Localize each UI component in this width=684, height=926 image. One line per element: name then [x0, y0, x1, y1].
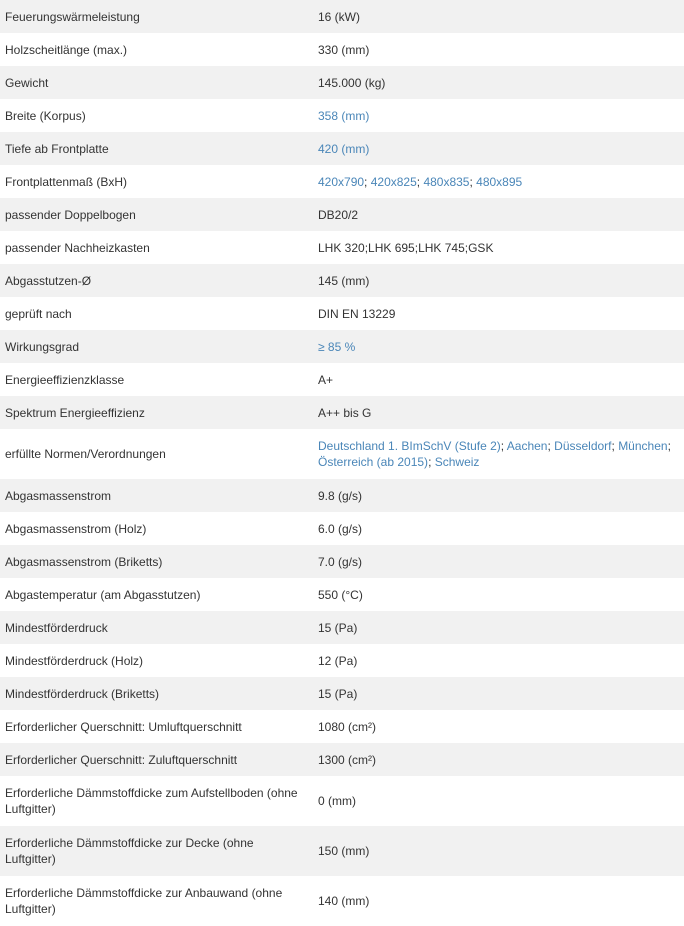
spec-value-link[interactable]	[309, 99, 684, 132]
spec-value-link[interactable]	[309, 132, 684, 165]
spec-row-energieeffizienzklasse	[0, 363, 684, 396]
spec-value-link[interactable]	[309, 330, 684, 363]
separator: ;	[667, 439, 671, 453]
spec-value: 12 (Pa)	[318, 653, 358, 668]
spec-label: Erforderlicher Querschnitt: Umluftquerschnitt	[5, 719, 242, 734]
spec-value: 330 (mm)	[318, 42, 370, 57]
spec-value: 550 (°C)	[318, 587, 363, 602]
spec-row-holzscheitlaenge	[0, 33, 684, 66]
spec-label: Erforderliche Dämmstoffdicke zum Aufstellboden (ohne Luftgitter)	[5, 786, 298, 816]
norm-link-muenchen[interactable]: München	[618, 439, 668, 453]
spec-value: 15 (Pa)	[318, 620, 358, 635]
wirkungsgrad-link[interactable]: ≥ 85 %	[318, 339, 356, 354]
norm-link-aachen[interactable]: Aachen	[506, 439, 548, 453]
spec-value: 16 (kW)	[318, 9, 360, 24]
spec-value: 150 (mm)	[318, 844, 370, 858]
spec-label: passender Nachheizkasten	[5, 240, 150, 255]
tiefe-link[interactable]: 420 (mm)	[318, 141, 370, 156]
spec-label: erfüllte Normen/Verordnungen	[5, 447, 166, 461]
spec-row-zuluftquerschnitt	[0, 743, 684, 776]
spec-label: Erforderliche Dämmstoffdicke zur Anbauwand (ohne Luftgitter)	[5, 886, 283, 916]
separator: ;	[500, 439, 507, 453]
spec-value-links	[309, 165, 684, 198]
spec-row-geprueft-nach	[0, 297, 684, 330]
spec-row-frontplattenmass	[0, 165, 684, 198]
frontplatte-link-420x825[interactable]: 420x825	[370, 174, 417, 189]
spec-value: 15 (Pa)	[318, 686, 358, 701]
spec-value: 145 (mm)	[318, 273, 370, 288]
norm-link-deutschland[interactable]: Deutschland 1. BImSchV (Stufe 2)	[318, 439, 501, 453]
spec-label: Mindestförderdruck (Briketts)	[5, 686, 160, 701]
spec-row-mindestfoerderdruck-briketts	[0, 677, 684, 710]
spec-value-links	[309, 429, 684, 479]
separator: ;	[469, 174, 477, 189]
spec-label: Tiefe ab Frontplatte	[5, 141, 109, 156]
spec-row-umluftquerschnitt	[0, 710, 684, 743]
spec-label: Mindestförderdruck (Holz)	[5, 653, 144, 668]
spec-value: 145.000 (kg)	[318, 75, 386, 90]
separator: ;	[611, 439, 619, 453]
spec-row-daemmstoff-decke	[0, 826, 684, 876]
spec-value: A++ bis G	[318, 405, 372, 420]
separator: ;	[547, 439, 555, 453]
spec-label: passender Doppelbogen	[5, 207, 136, 222]
spec-row-feuerungswaermeleistung	[0, 0, 684, 33]
frontplatte-link-420x790[interactable]: 420x790	[318, 174, 365, 189]
frontplatte-link-480x835[interactable]: 480x835	[423, 174, 470, 189]
spec-label: Spektrum Energieeffizienz	[5, 405, 145, 420]
spec-label: Abgasmassenstrom (Holz)	[5, 521, 147, 536]
spec-value: A+	[318, 372, 334, 387]
spec-row-abgastemperatur	[0, 578, 684, 611]
spec-row-abgasmassenstrom-holz	[0, 512, 684, 545]
spec-row-breite	[0, 99, 684, 132]
spec-row-spektrum	[0, 396, 684, 429]
spec-label: Gewicht	[5, 75, 49, 90]
breite-link[interactable]: 358 (mm)	[318, 108, 370, 123]
spec-row-wirkungsgrad	[0, 330, 684, 363]
spec-value: LHK 320;LHK 695;LHK 745;GSK	[318, 240, 494, 255]
spec-row-gewicht	[0, 66, 684, 99]
norm-link-duesseldorf[interactable]: Düsseldorf	[554, 439, 612, 453]
spec-label: Frontplattenmaß (BxH)	[5, 174, 128, 189]
separator: ;	[416, 174, 424, 189]
spec-label: Abgasstutzen-Ø	[5, 273, 92, 288]
spec-label: Feuerungswärmeleistung	[5, 9, 140, 24]
spec-row-abgasstutzen	[0, 264, 684, 297]
spec-label: Wirkungsgrad	[5, 339, 80, 354]
spec-label: Holzscheitlänge (max.)	[5, 42, 128, 57]
spec-label: Erforderlicher Querschnitt: Zuluftquerschnitt	[5, 752, 238, 767]
spec-row-mindestfoerderdruck	[0, 611, 684, 644]
spec-value: 6.0 (g/s)	[318, 521, 363, 536]
spec-value: DB20/2	[318, 207, 359, 222]
spec-label: Energieeffizienzklasse	[5, 372, 125, 387]
spec-label: Erforderliche Dämmstoffdicke zur Decke (ohne Luftgitter)	[5, 836, 254, 866]
spec-row-abgasmassenstrom	[0, 479, 684, 512]
spec-row-daemmstoff-anbauwand	[0, 876, 684, 926]
spec-label: Abgastemperatur (am Abgasstutzen)	[5, 587, 201, 602]
frontplatte-link-480x895[interactable]: 480x895	[476, 174, 523, 189]
separator: ;	[428, 455, 435, 469]
spec-label: Breite (Korpus)	[5, 108, 86, 123]
norm-link-oesterreich[interactable]: Österreich (ab 2015)	[318, 455, 429, 469]
spec-value: 0 (mm)	[318, 794, 356, 808]
spec-value: 1300 (cm²)	[318, 752, 377, 767]
spec-row-tiefe	[0, 132, 684, 165]
norm-link-schweiz[interactable]: Schweiz	[434, 455, 480, 469]
spec-row-normen	[0, 429, 684, 479]
separator: ;	[364, 174, 371, 189]
spec-value: 1080 (cm²)	[318, 719, 377, 734]
spec-label: Mindestförderdruck	[5, 620, 108, 635]
spec-label: Abgasmassenstrom	[5, 488, 112, 503]
spec-row-nachheizkasten	[0, 231, 684, 264]
spec-row-abgasmassenstrom-briketts	[0, 545, 684, 578]
spec-row-daemmstoff-boden	[0, 776, 684, 826]
spec-label: Abgasmassenstrom (Briketts)	[5, 554, 163, 569]
spec-value: DIN EN 13229	[318, 306, 396, 321]
spec-row-mindestfoerderdruck-holz	[0, 644, 684, 677]
spec-value: 9.8 (g/s)	[318, 488, 363, 503]
spec-value: 140 (mm)	[318, 894, 370, 908]
spec-row-doppelbogen	[0, 198, 684, 231]
spec-value: 7.0 (g/s)	[318, 554, 363, 569]
spec-label: geprüft nach	[5, 306, 72, 321]
